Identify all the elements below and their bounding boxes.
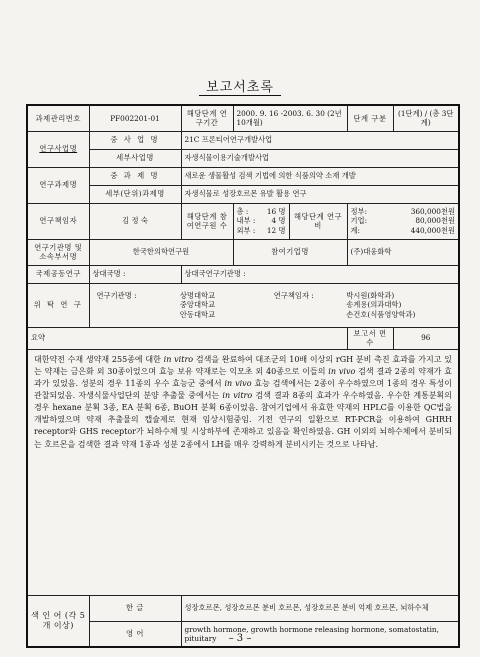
period: 2000. 9. 16 -2003. 6. 30 (2년10개월) — [233, 105, 347, 131]
row-keywords-kor — [27, 595, 459, 621]
commission-lead: 박시원(화학과) — [346, 290, 395, 300]
page-number: – 3 – — [228, 633, 252, 644]
company: (주)대웅화학 — [347, 239, 459, 265]
main-project: 21C 프론티어연구개발사업 — [181, 131, 459, 149]
pages: 96 — [393, 327, 459, 349]
row-summary-body — [27, 349, 459, 595]
stage: (1단계) / (총 3단계) — [393, 105, 459, 131]
institution: 한국한의학연구원 — [89, 239, 233, 265]
label-funding: 해당단계 연구비 — [289, 203, 347, 239]
label-period: 해당단계 연구기간 — [181, 105, 233, 131]
report-abstract-table — [26, 104, 460, 648]
label-international: 국제공동연구 — [27, 265, 89, 283]
label-main-title: 중 과 제 명 — [89, 167, 181, 185]
commission-inst: 안동대학교 — [179, 309, 216, 319]
international-institution: 상대국연구기관명 : — [181, 265, 459, 283]
label-participants: 해당단계 참여연구원 수 — [181, 203, 233, 239]
label-sub-title: 세부(단위)과제명 — [89, 185, 181, 203]
row-institution — [27, 239, 459, 265]
label-main-project: 중 사 업 명 — [89, 131, 181, 149]
english-keywords: growth hormone, growth hormone releasing hormone, somatostatin, pituitary — [181, 621, 459, 647]
commission-lead-label: 연구책임자 : — [273, 290, 314, 300]
commission-institutions — [93, 291, 274, 319]
funding-company: 기업: 80,000천원 — [350, 216, 455, 226]
sub-title: 자생식물로 성장호르몬 유발 활용 연구 — [181, 185, 459, 203]
sub-project: 자생식물이용기술개발사업 — [181, 149, 459, 167]
funding — [347, 203, 459, 239]
commission-lead-list — [346, 291, 415, 319]
commission-lead: 손건호(식품영양학과) — [346, 309, 416, 319]
label-korean: 한 글 — [89, 595, 181, 621]
label-pages: 보고서 면수 — [347, 327, 393, 349]
label-project-no: 과제관리번호 — [27, 105, 89, 131]
label-keywords: 색 인 어 (각 5개 이상) — [27, 595, 89, 647]
label-research-title: 연구과제명 — [27, 167, 89, 203]
row-main-project — [27, 131, 459, 149]
row-commission — [27, 283, 459, 327]
page-title: 보고서초록 — [206, 80, 274, 95]
commission — [89, 283, 459, 327]
participants-external: 외부 : 12 명 — [236, 225, 286, 235]
label-lead: 연구책임자 — [27, 203, 89, 239]
label-sub-project: 세부사업명 — [89, 149, 181, 167]
row-project-no — [27, 105, 459, 131]
label-english: 영 어 — [89, 621, 181, 647]
international-country: 상대국명 : — [89, 265, 181, 283]
commission-inst-list — [180, 291, 215, 319]
commission-leads — [274, 291, 455, 319]
row-lead — [27, 203, 459, 239]
participants — [233, 203, 289, 239]
row-summary-header — [27, 327, 459, 349]
commission-inst: 중앙대학교 — [179, 300, 216, 310]
project-no: PF002201-01 — [89, 105, 181, 131]
participants-total: 총 : 16 명 — [236, 206, 286, 216]
label-summary: 요약 — [27, 327, 347, 349]
commission-inst-label: 연구기관명 : — [96, 290, 137, 300]
title-underline — [199, 95, 281, 96]
main-title: 새로운 생물활성 검색 기법에 의한 식품의약 소재 개발 — [181, 167, 459, 185]
row-international — [27, 265, 459, 283]
summary-text: 대한약전 수재 생약재 255종에 대한 in vitro 검색을 완료하여 대조군의 10배 이상의 rGH 분비 촉진 효과를 가지고 있는 약재는 금은화 외 30종이었으며 효능 보유 약재로는 익모초 외 40종으로 이들의 in vivo 검색 결과 2종의 약재가 효과가 있었음. 성분의 경우 11종의 우수 효능군 중에서 in vivo 효능 검색에서는 2종이 우수하였으며 1종의 경우 특성이 관찰되었음. 자생식물사업단의 분양 추출물 중에서는 in vitro 검색 결과 8종의 효과가 우수하였음. 우수한 계통분획의 경우 hexane 분획 3종, EA 분획 6종, BuOH 분획 6종이었음. 참여기업에서 유효한 약재의 HPLC를 이용한 QC법을 개발하였으며 약재 추출물의 캡슐제로 현재 임상시험중임. 기전 연구의 일환으로 RT-PCR을 이용하여 GHRH receptor와 GHS receptor가 뇌하수체 및 시상하부에 존재하고 있음을 확인하였음. GH 이외의 뇌하수체에서 분비되는 호르몬을 검색한 결과 약재 1종과 성분 2종에서 LH를 매우 강력하게 분비시키는 것으로 나타남. — [27, 349, 459, 595]
funding-total: 계: 440,000천원 — [350, 225, 455, 235]
label-stage: 단계 구분 — [347, 105, 393, 131]
lead-name: 김 정 숙 — [89, 203, 181, 239]
korean-keywords: 성장호르몬, 성장호르몬 분비 호르몬, 성장호르몬 분비 억제 호르몬, 뇌하수체 — [181, 595, 459, 621]
commission-columns — [93, 291, 456, 319]
label-company: 참여기업명 — [233, 239, 347, 265]
row-main-title — [27, 167, 459, 185]
row-sub-project — [27, 149, 459, 167]
label-institution: 연구기관명 및 소속부서명 — [27, 239, 89, 265]
label-research-project: 연구사업명 — [27, 131, 89, 167]
funding-government: 정부: 360,000천원 — [350, 206, 455, 216]
commission-lead: 송계용(의과대학) — [346, 300, 402, 310]
label-commission: 위 탁 연 구 — [27, 283, 89, 327]
participants-internal: 내부 : 4 명 — [236, 216, 286, 226]
row-sub-title — [27, 185, 459, 203]
commission-inst: 상명대학교 — [179, 290, 216, 300]
